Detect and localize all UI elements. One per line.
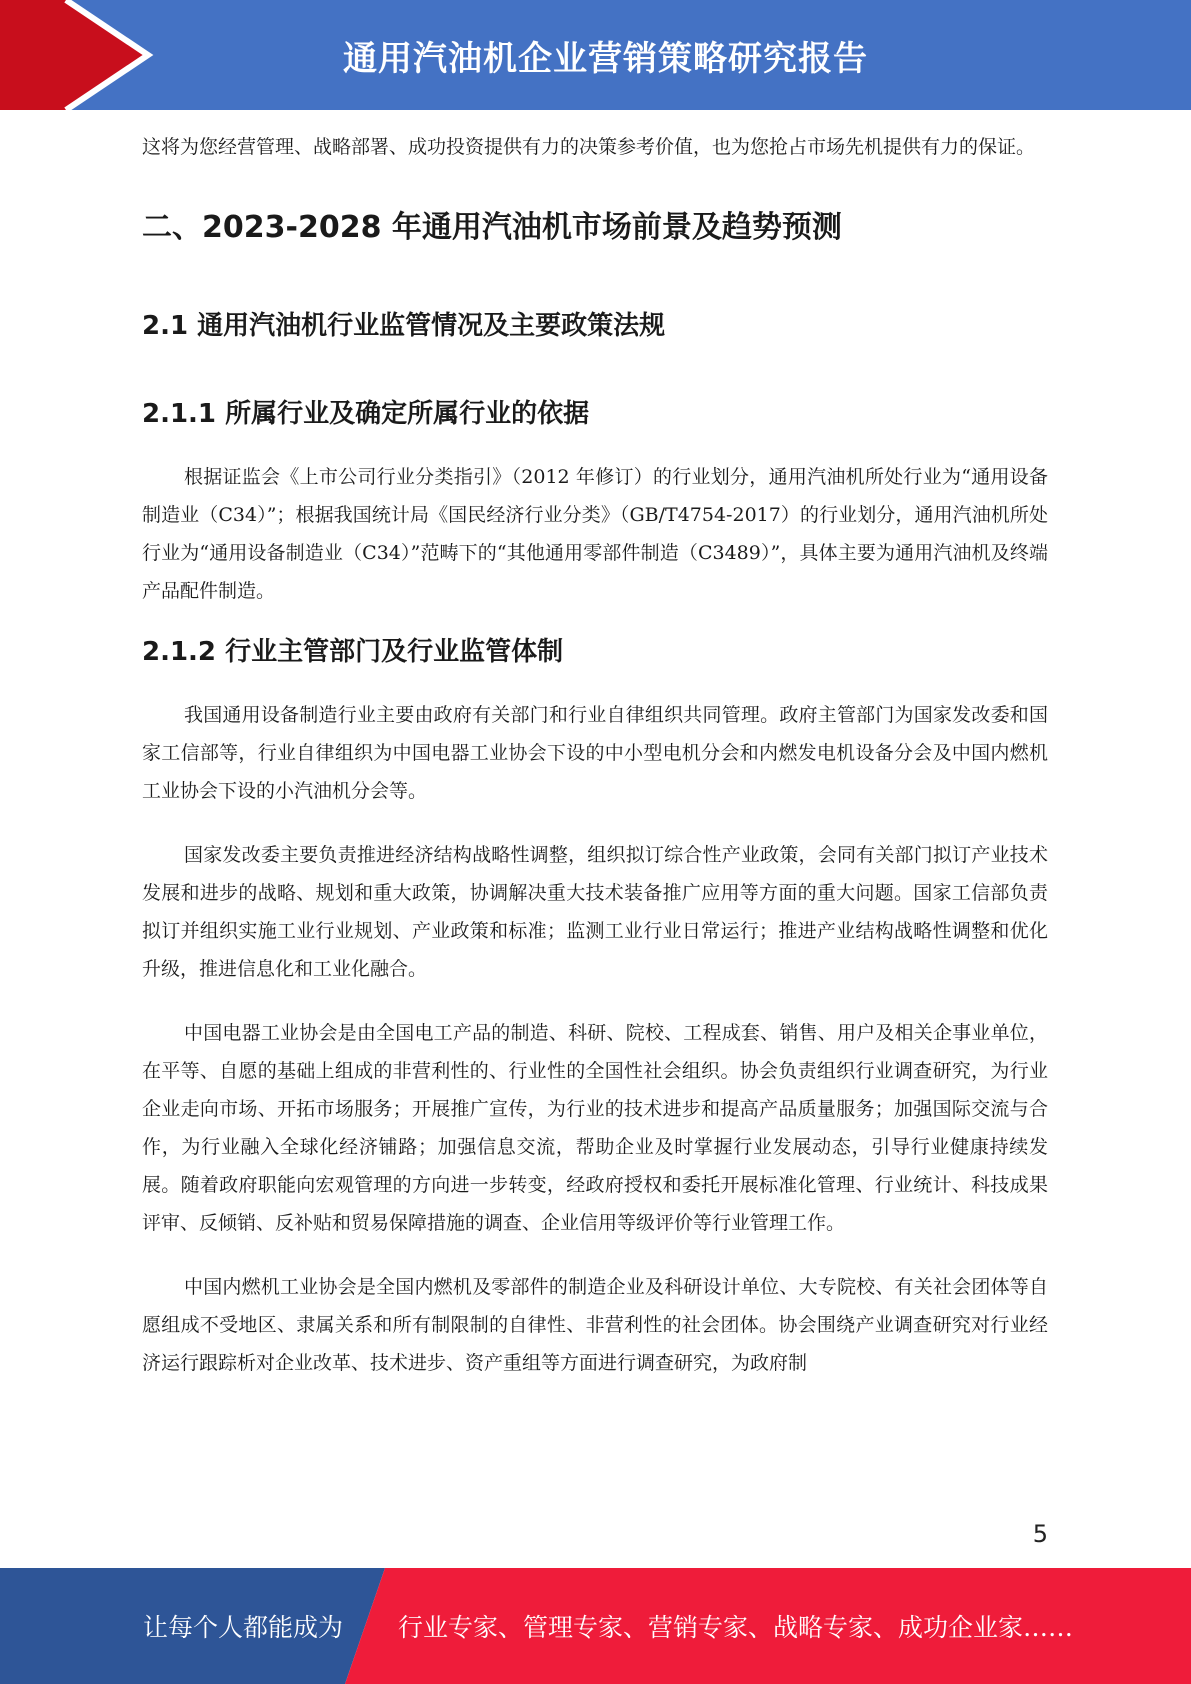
- footer-slogan-right: 行业专家、管理专家、营销专家、战略专家、成功企业家……: [398, 1613, 1074, 1642]
- header-banner: [0, 0, 1191, 110]
- footer-slogan-left: 让每个人都能成为: [143, 1613, 344, 1642]
- section-heading: 二、2023-2028 年通用汽油机市场前景及趋势预测: [142, 210, 842, 245]
- page-content: [142, 128, 1048, 1382]
- paragraph-regulators: 我国通用设备制造行业主要由政府有关部门和行业自律组织共同管理。政府主管部门为国家发改委和国家工信部等，行业自律组织为中国电器工业协会下设的中小型电机分会和内燃发电机设备分会及中国内燃机工业协会下设的小汽油机分会等。: [142, 704, 1048, 802]
- footer-banner: [0, 1568, 1191, 1684]
- paragraph-ceeia: 中国电器工业协会是由全国电工产品的制造、科研、院校、工程成套、销售、用户及相关企事业单位，在平等、自愿的基础上组成的非营利性的、行业性的全国性社会组织。协会负责组织行业调查研究，为行业企业走向市场、开拓市场服务；开展推广宣传，为行业的技术进步和提高产品质量服务；加强国际交流与合作，为行业融入全球化经济铺路；加强信息交流，帮助企业及时掌握行业发展动态，引导行业健康持续发展。随着政府职能向宏观管理的方向进一步转变，经政府授权和委托开展标准化管理、行业统计、科技成果评审、反倾销、反补贴和贸易保障措施的调查、企业信用等级评价等行业管理工作。: [142, 1022, 1048, 1234]
- paragraph-industry-basis: 根据证监会《上市公司行业分类指引》（2012 年修订）的行业划分，通用汽油机所处行业为“通用设备制造业（C34）”；根据我国统计局《国民经济行业分类》（GB/T4754-2017）的行业划分，通用汽油机所处行业为“通用设备制造业（C34）”范畴下的“其他通用零部件制造（C3489）”，具体主要为通用汽油机及终端产品配件制造。: [142, 466, 1048, 602]
- paragraph-ndrc: 国家发改委主要负责推进经济结构战略性调整，组织拟订综合性产业政策，会同有关部门拟订产业技术发展和进步的战略、规划和重大政策，协调解决重大技术装备推广应用等方面的重大问题。国家工信部负责拟订并组织实施工业行业规划、产业政策和标准；监测工业行业日常运行；推进产业结构战略性调整和优化升级，推进信息化和工业化融合。: [142, 844, 1048, 980]
- item-heading-2-1-2: 2.1.2 行业主管部门及行业监管体制: [142, 637, 564, 667]
- report-title: 通用汽油机企业营销策略研究报告: [343, 38, 868, 79]
- page-number: 5: [1032, 1520, 1048, 1548]
- paragraph-ciceia: 中国内燃机工业协会是全国内燃机及零部件的制造企业及科研设计单位、大专院校、有关社会团体等自愿组成不受地区、隶属关系和所有制限制的自律性、非营利性的社会团体。协会围绕产业调查研究对行业经济运行跟踪析对企业改革、技术进步、资产重组等方面进行调查研究，为政府制: [142, 1276, 1048, 1374]
- item-heading-2-1-1: 2.1.1 所属行业及确定所属行业的依据: [142, 399, 590, 429]
- intro-paragraph: 这将为您经营管理、战略部署、成功投资提供有力的决策参考价值，也为您抢占市场先机提供有力的保证。: [142, 136, 1036, 158]
- subsection-heading: 2.1 通用汽油机行业监管情况及主要政策法规: [142, 311, 666, 341]
